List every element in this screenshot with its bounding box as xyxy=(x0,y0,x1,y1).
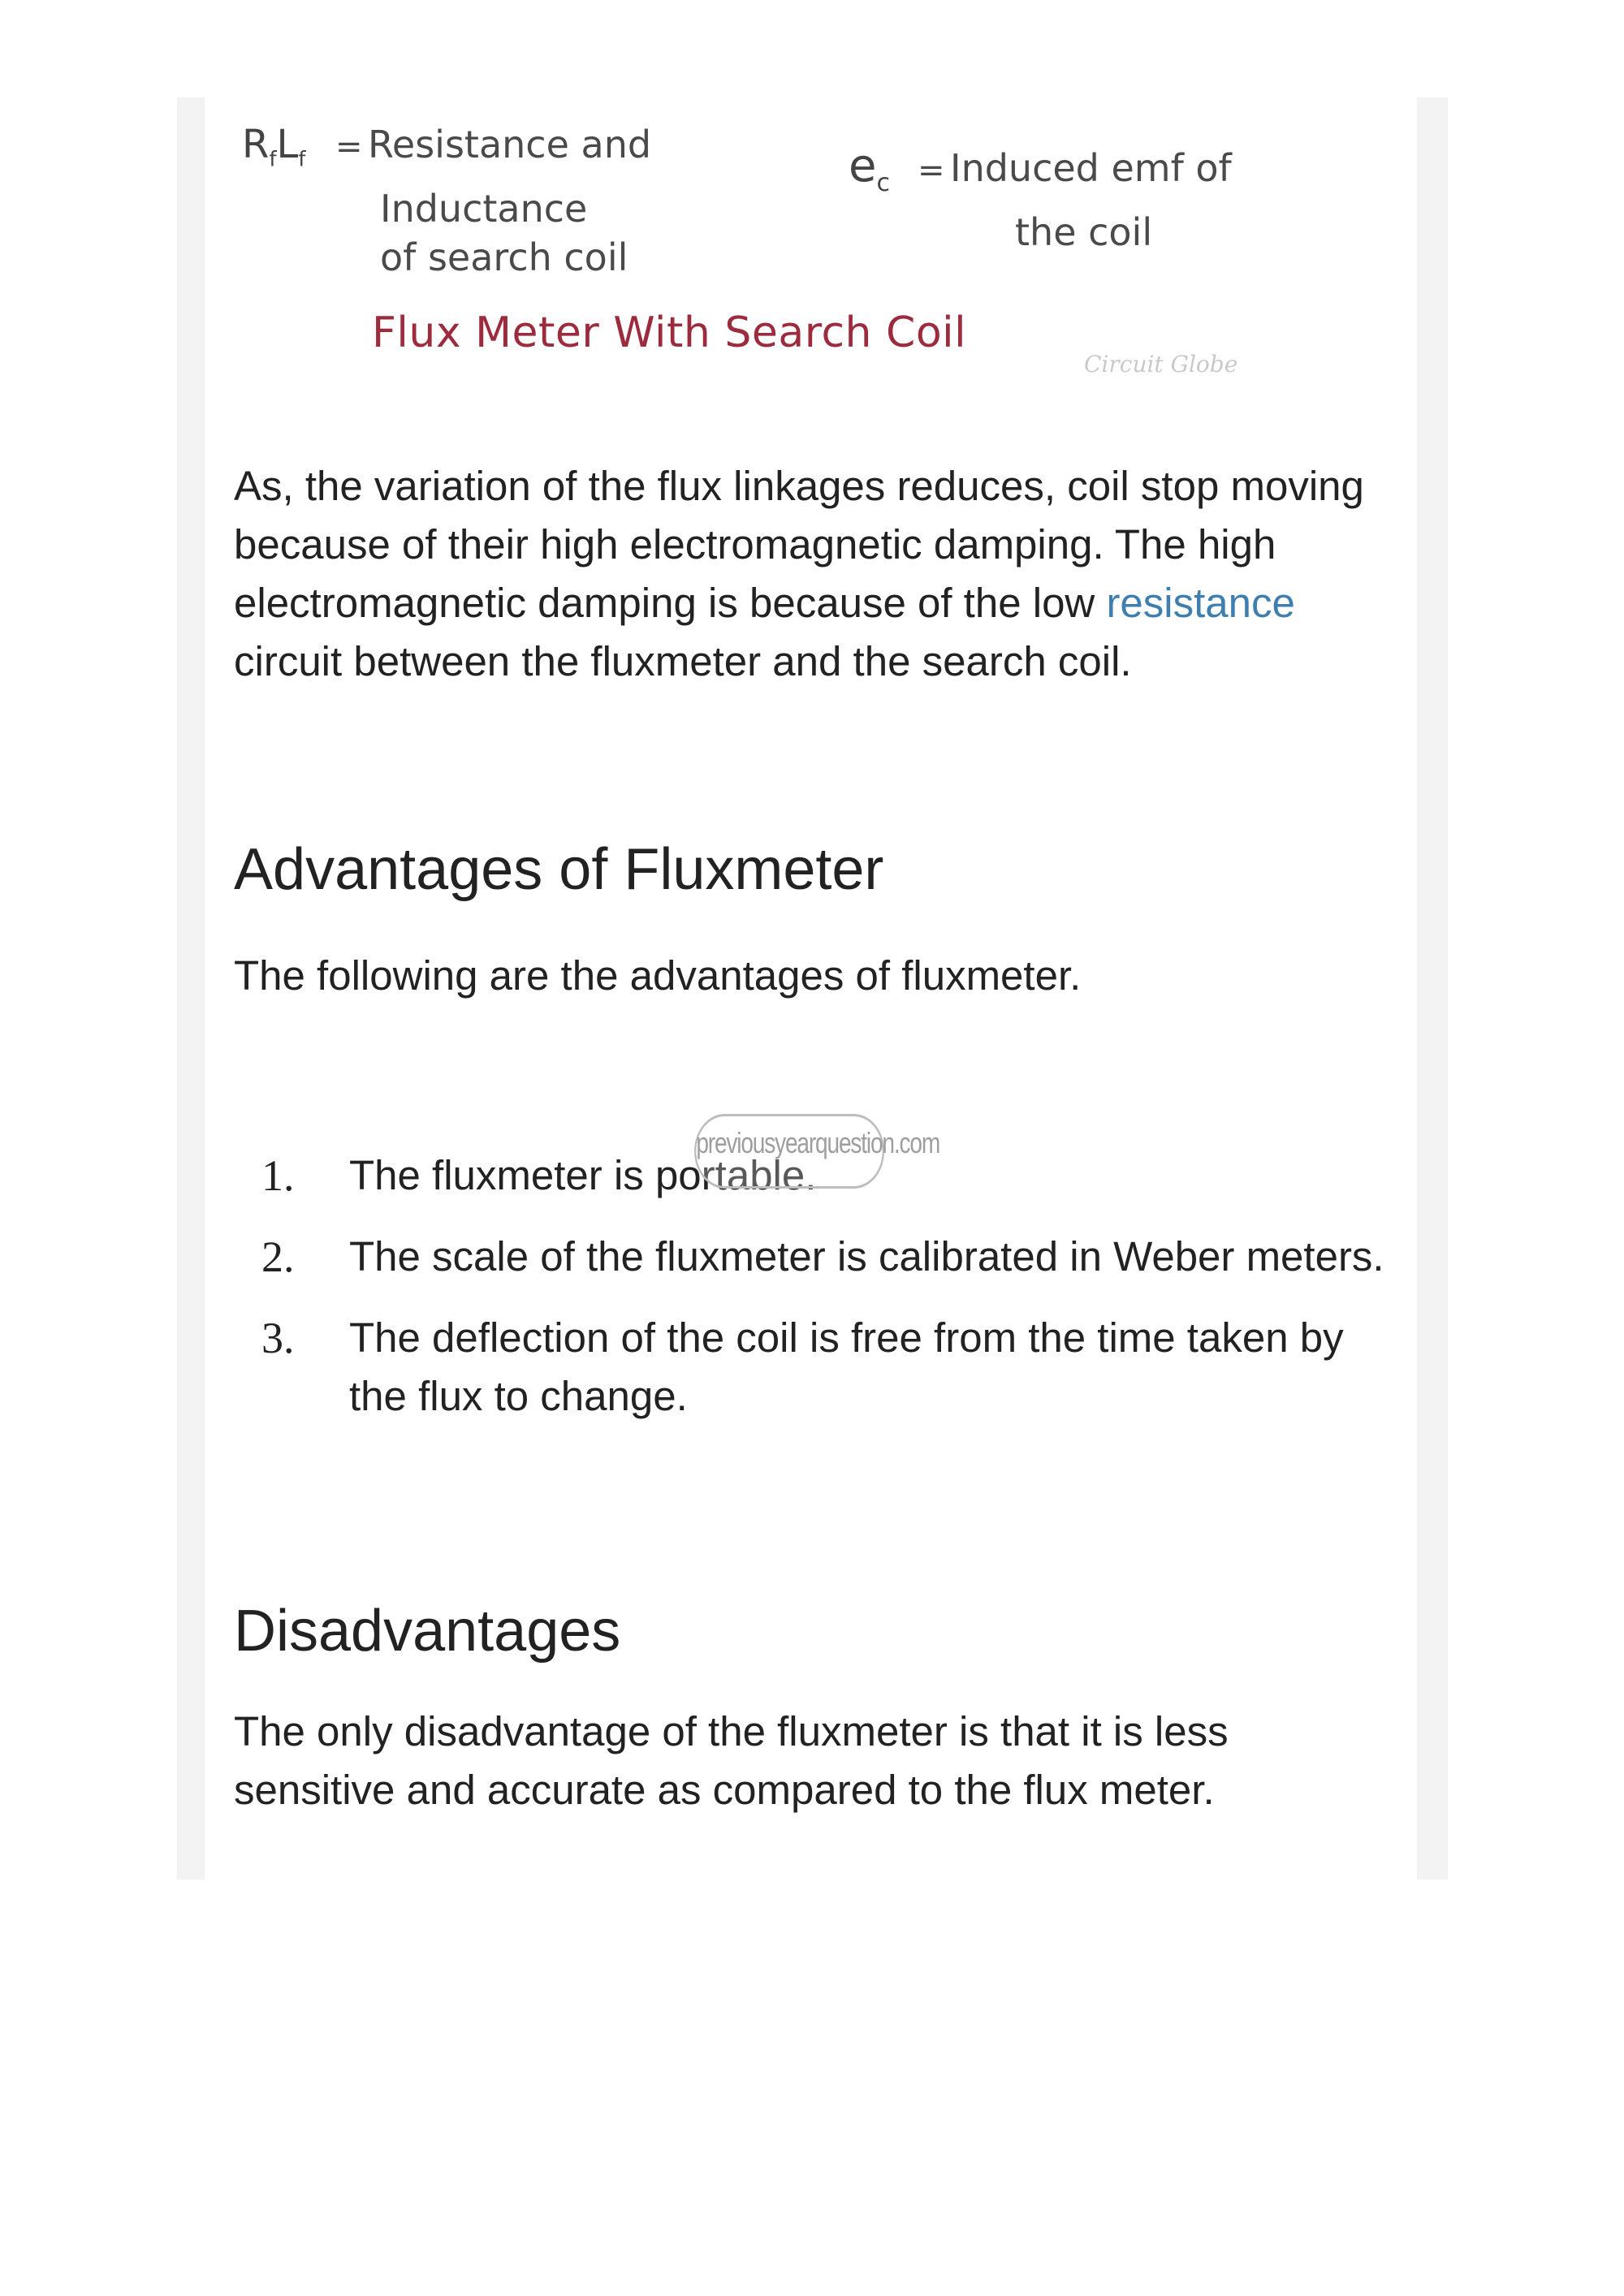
disadvantages-text: The only disadvantage of the fluxmeter is that it is less sensitive and accurate as compared to the flux meter. xyxy=(234,1708,1229,1813)
advantages-list xyxy=(234,1146,1403,1448)
figure-credit: Circuit Globe xyxy=(1084,351,1238,378)
left-margin-strip xyxy=(177,97,205,1880)
legend-definition-line3: of search coil xyxy=(380,235,628,279)
list-item-text: The fluxmeter is portable. xyxy=(349,1152,817,1198)
list-item xyxy=(234,1309,1403,1426)
resistance-link[interactable]: resistance xyxy=(1106,580,1295,626)
paragraph-text-after-link: circuit between the fluxmeter and the search coil. xyxy=(234,638,1132,684)
legend-definition-line2: Inductance xyxy=(380,186,588,231)
advantages-intro: The following are the advantages of fluxmeter. xyxy=(234,952,1082,999)
list-item-text: The deflection of the coil is free from the time taken by the flux to change. xyxy=(349,1314,1344,1419)
list-item-text: The scale of the fluxmeter is calibrated in Weber meters. xyxy=(349,1233,1384,1280)
legend-symbol-rf-lf: $R_fL_f$ xyxy=(242,122,306,172)
paragraph-flux-linkage xyxy=(234,457,1387,691)
paragraph-text-before-link: As, the variation of the flux linkages reduces, coil stop moving because of their high electromagnetic damping. The high electromagnetic damping is because of the low xyxy=(234,463,1364,626)
list-item-number: 2. xyxy=(261,1232,295,1281)
legend-emf-line2: the coil xyxy=(1015,210,1153,255)
list-item xyxy=(234,1228,1403,1286)
legend-emf-line1: Induced emf of xyxy=(950,146,1232,190)
list-item-number: 3. xyxy=(261,1314,295,1362)
disadvantages-heading: Disadvantages xyxy=(234,1599,621,1664)
legend-search-coil xyxy=(242,120,651,282)
legend-induced-emf xyxy=(849,142,1232,257)
advantages-heading: Advantages of Fluxmeter xyxy=(234,837,884,902)
legend-equals-2: = xyxy=(918,152,945,189)
legend-equals: = xyxy=(335,128,363,166)
watermark-stamp: previousyearquestion.com xyxy=(694,1114,884,1189)
legend-symbol-ec: $e_c$ xyxy=(849,140,890,198)
figure-caption: Flux Meter With Search Coil xyxy=(372,309,967,357)
right-margin-strip xyxy=(1417,97,1448,1880)
list-item-number: 1. xyxy=(261,1151,295,1200)
legend-definition-line1: Resistance and xyxy=(368,123,652,166)
